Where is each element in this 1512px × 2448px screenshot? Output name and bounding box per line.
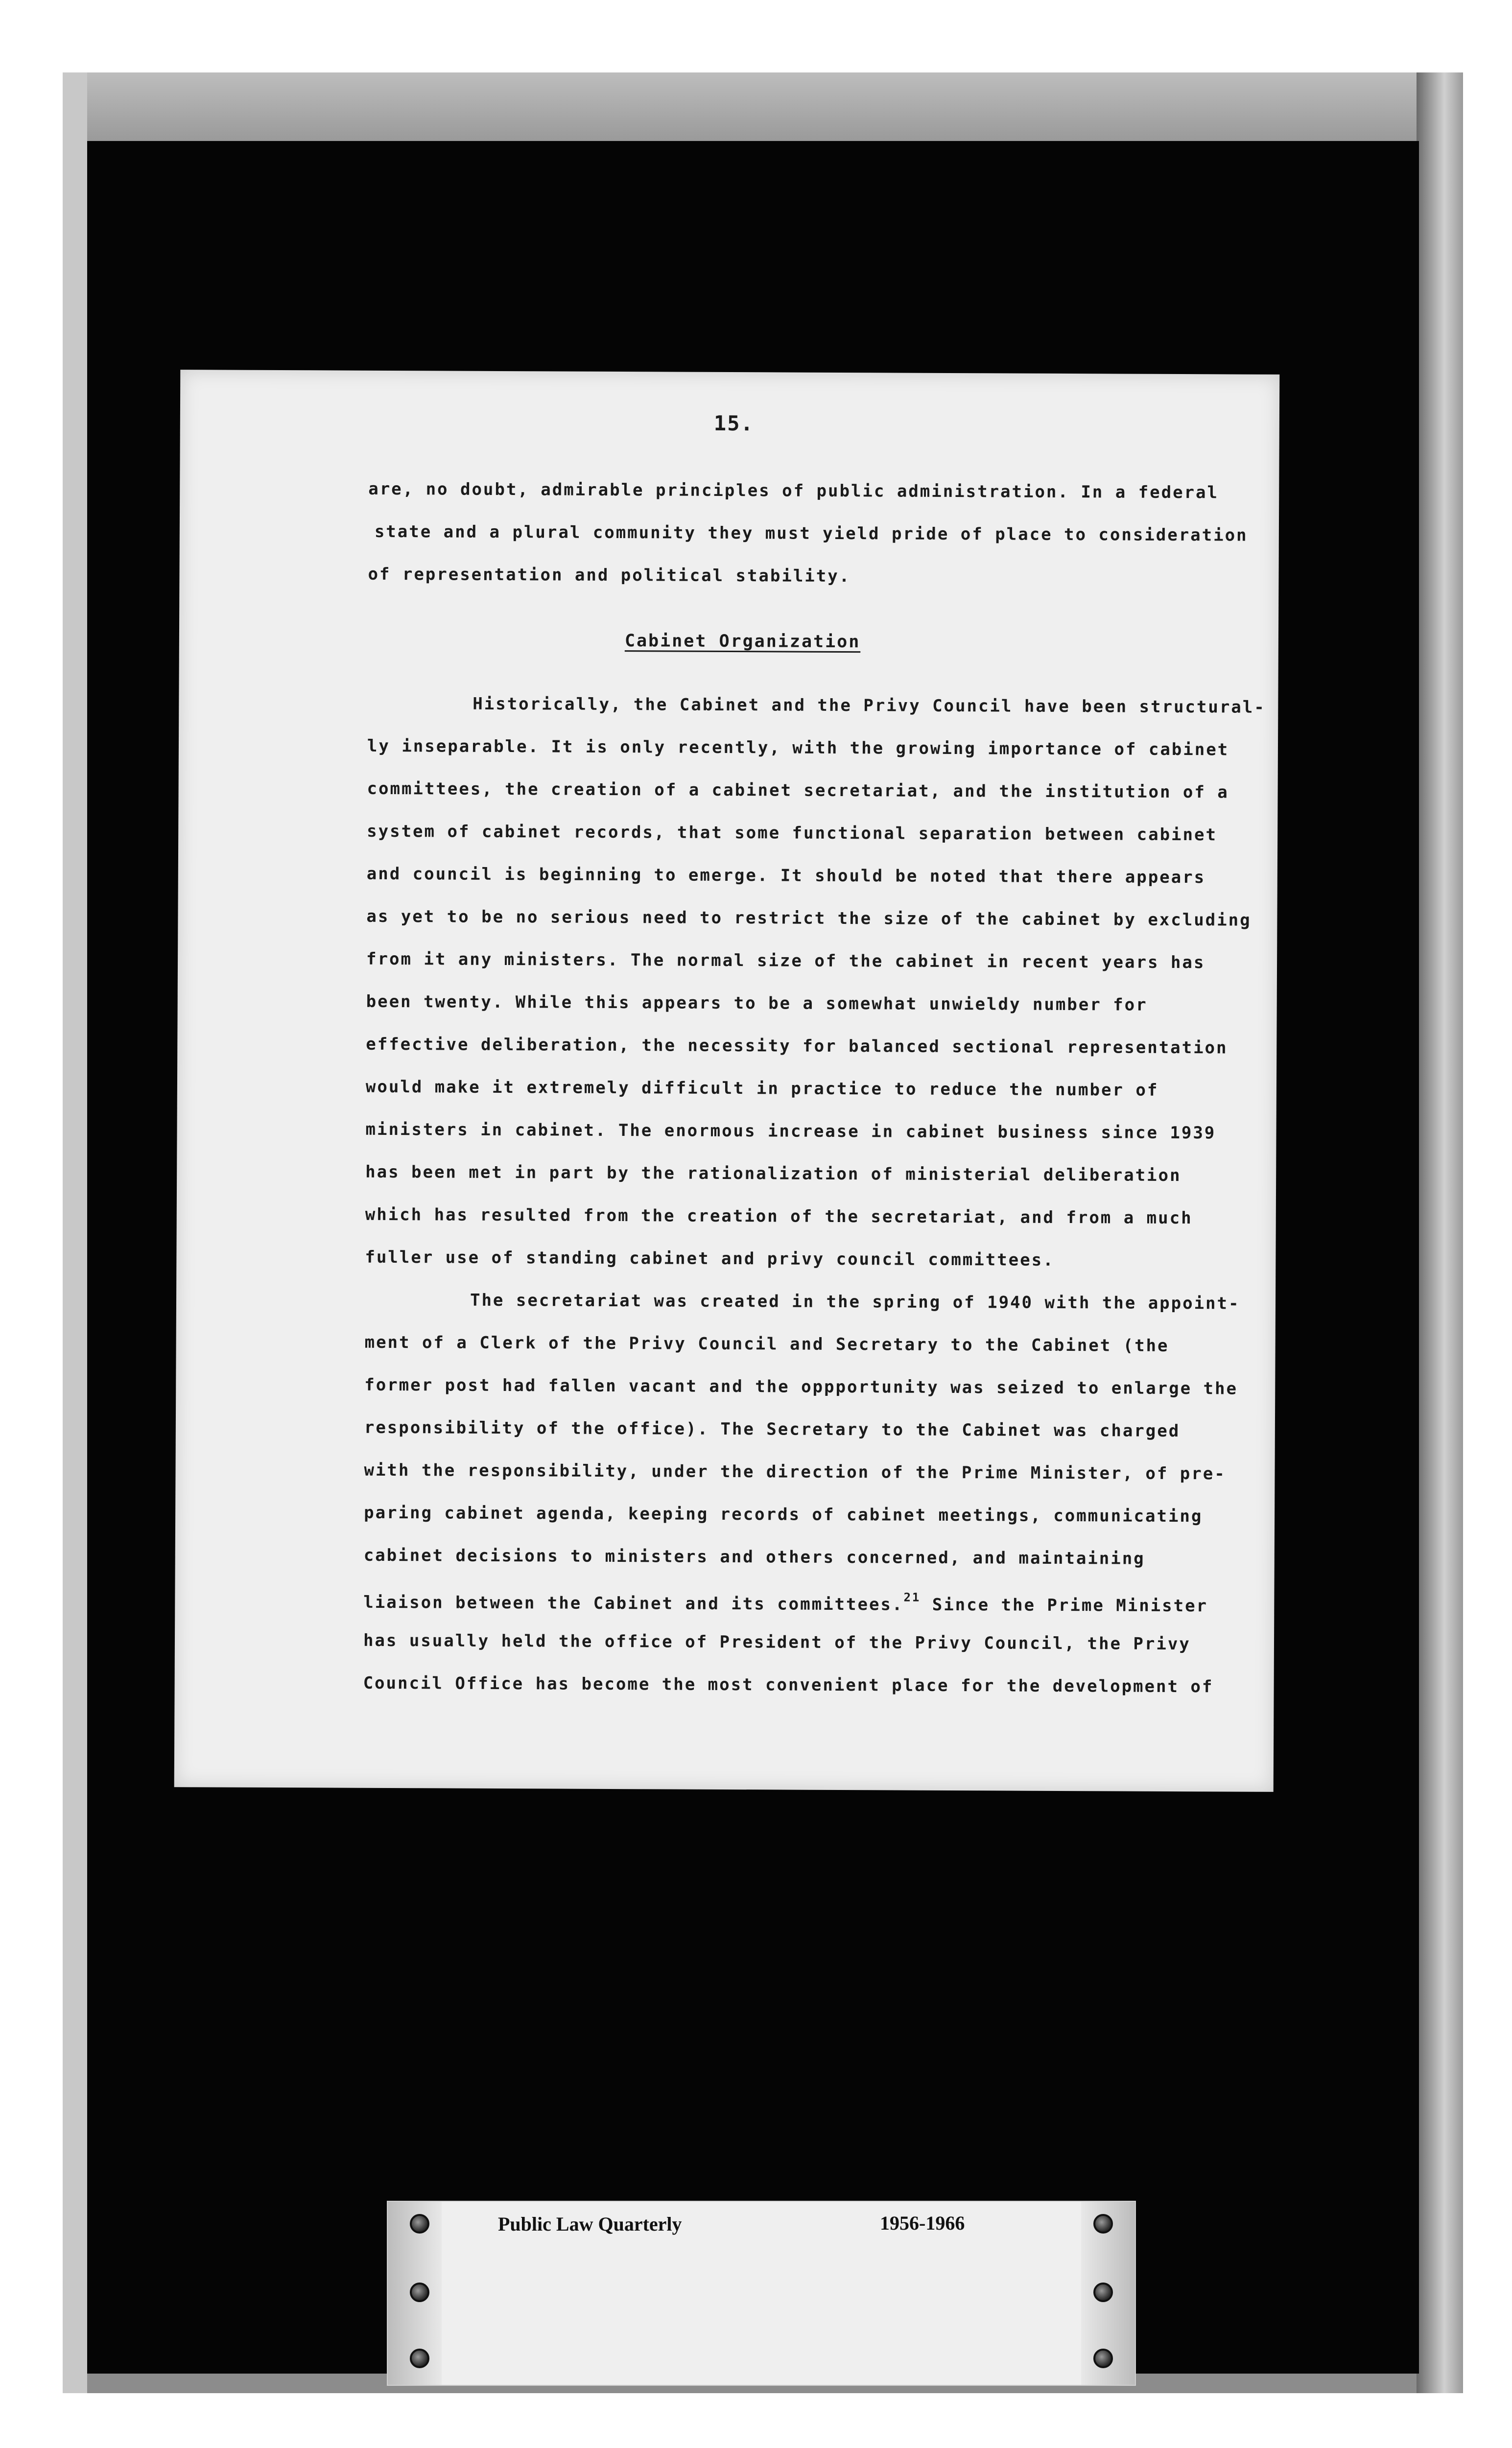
- text-line: of representation and political stability.: [368, 564, 851, 587]
- text-line: has been met in part by the rationalization of ministerial deliberation: [365, 1162, 1181, 1186]
- label-date-range: 1956-1966: [880, 2212, 965, 2234]
- punch-hole-icon: [1093, 2283, 1113, 2302]
- punch-hole-icon: [410, 2349, 429, 2368]
- typed-page: [174, 370, 1280, 1792]
- text-line: fuller use of standing cabinet and privy council committees.: [365, 1247, 1055, 1270]
- archive-label: [387, 2201, 1136, 2386]
- film-top-edge: [63, 72, 1463, 141]
- text-line: cabinet decisions to ministers and others concerned, and maintaining: [363, 1545, 1145, 1569]
- text-line: been twenty. While this appears to be a somewhat unwieldy number for: [366, 991, 1148, 1015]
- text-line: from it any ministers. The normal size of the cabinet in recent years has: [366, 949, 1205, 973]
- text-line: would make it extremely difficult in practice to reduce the number of: [365, 1077, 1159, 1100]
- punch-hole-icon: [1093, 2214, 1113, 2234]
- section-heading: Cabinet Organization: [624, 631, 861, 652]
- punch-hole-icon: [410, 2214, 429, 2234]
- text-line: ministers in cabinet. The enormous increase in cabinet business since 1939: [365, 1119, 1216, 1143]
- punch-hole-icon: [410, 2283, 429, 2302]
- text-line: which has resulted from the creation of the secretariat, and from a much: [365, 1204, 1193, 1228]
- text-line: system of cabinet records, that some functional separation between cabinet: [367, 821, 1218, 845]
- film-left-edge: [63, 72, 87, 2393]
- text-line: ment of a Clerk of the Privy Council and Secretary to the Cabinet (the: [364, 1332, 1169, 1356]
- text-line: and council is beginning to emerge. It should be noted that there appears: [366, 864, 1206, 888]
- label-title: Public Law Quarterly: [498, 2213, 682, 2235]
- text-line: Council Office has become the most convenient place for the development of: [363, 1673, 1214, 1697]
- text-line: as yet to be no serious need to restrict the size of the cabinet by excluding: [366, 906, 1252, 930]
- text-line: state and a plural community they must yield pride of place to consideration: [374, 521, 1248, 545]
- text-line: effective deliberation, the necessity for balanced sectional representation: [366, 1034, 1228, 1058]
- text-line: has usually held the office of President of the Privy Council, the Privy: [363, 1630, 1191, 1654]
- text-line: ly inseparable. It is only recently, with the growing importance of cabinet: [367, 736, 1229, 760]
- text-segment: Since the Prime Minister: [921, 1595, 1208, 1616]
- page-number: 15.: [713, 411, 754, 436]
- text-line: The secretariat was created in the spring of 1940 with the appoint-: [470, 1290, 1240, 1314]
- punch-hole-icon: [1093, 2349, 1113, 2368]
- text-line-with-footnote: [363, 1588, 1208, 1616]
- text-line: paring cabinet agenda, keeping records of cabinet meetings, communicating: [364, 1503, 1203, 1527]
- film-right-edge: [1417, 72, 1463, 2393]
- text-line: former post had fallen vacant and the oppportunity was seized to enlarge the: [364, 1375, 1238, 1399]
- text-line: with the responsibility, under the direction of the Prime Minister, of pre-: [364, 1460, 1226, 1484]
- text-segment: liaison between the Cabinet and its committees.: [363, 1592, 904, 1615]
- text-line: are, no doubt, admirable principles of public administration. In a federal: [368, 479, 1219, 503]
- text-line: committees, the creation of a cabinet secretariat, and the institution of a: [367, 778, 1229, 802]
- footnote-reference: 21: [903, 1590, 921, 1604]
- text-line: Historically, the Cabinet and the Privy Council have been structural-: [472, 694, 1266, 717]
- text-line: responsibility of the office). The Secretary to the Cabinet was charged: [364, 1417, 1181, 1441]
